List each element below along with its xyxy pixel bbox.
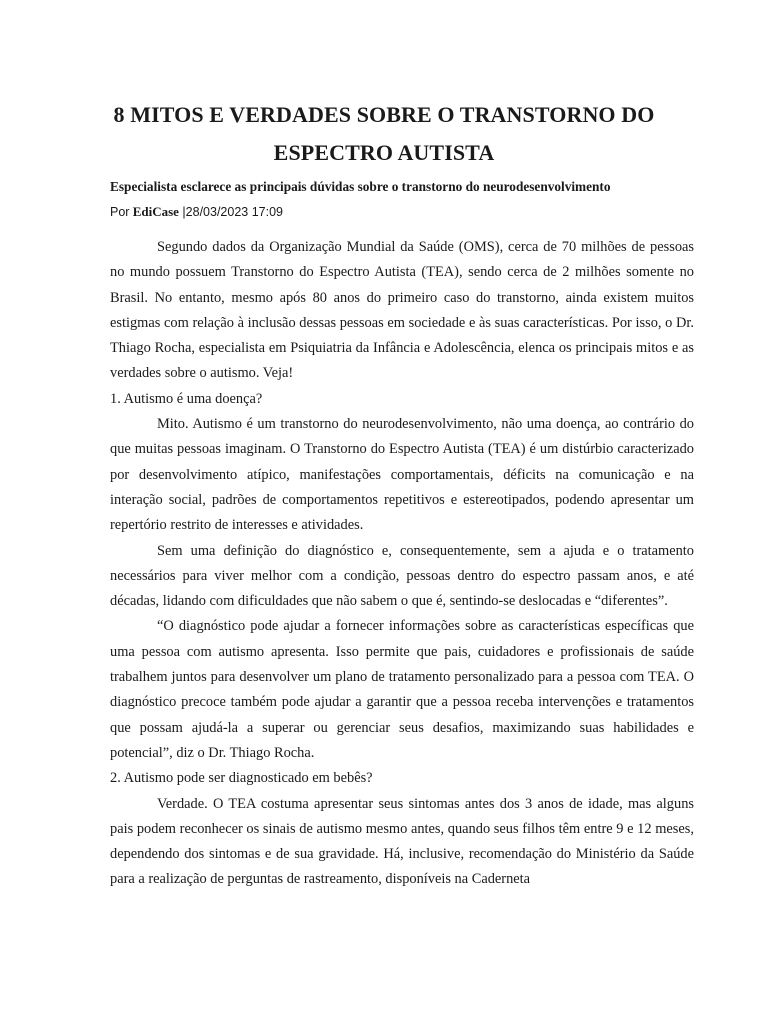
paragraph-quote: “O diagnóstico pode ajudar a fornecer informações sobre as características específicas que uma pessoa com autismo apresenta. Isso permite que pais, cuidadores e profissionais de saúde trabalhem juntos para desenvolver um plano de tratamento personalizado para a pessoa com TEA. O diagnóstico precoce também pode ajudar a garantir que a pessoa receba intervenções e tratamentos que possam ajudá-la a superar ou gerenciar seus desafios, maximizando suas habilidades e potencial”, diz o Dr. Thiago Rocha. bbox=[110, 618, 694, 761]
article-title: 8 MITOS E VERDADES SOBRE O TRANSTORNO DO ESPECTRO AUTISTA bbox=[113, 102, 655, 165]
paragraph-intro: Segundo dados da Organização Mundial da Saúde (OMS), cerca de 70 milhões de pessoas no mundo possuem Transtorno do Espectro Autista (TEA), sendo cerca de 2 milhões somente no Brasil. No entanto, mesmo após 80 anos do primeiro caso do transtorno, ainda existem muitos estigmas com relação à inclusão dessas pessoas em sociedade e às suas características. Por isso, o Dr. Thiago Rocha, especialista em Psiquiatria da Infância e Adolescência, elenca os principais mitos e as verdades sobre o autismo. Veja! bbox=[110, 239, 694, 382]
question-heading-2: 2. Autismo pode ser diagnosticado em bebês? bbox=[110, 770, 373, 787]
byline-author: EdiCase bbox=[132, 204, 179, 219]
byline-prefix: Por bbox=[110, 205, 130, 219]
paragraph-diagnosis: Sem uma definição do diagnóstico e, consequentemente, sem a ajuda e o tratamento necessários para viver melhor com a condição, pessoas dentro do espectro passam anos, e até décadas, lidando com dificuldades que não sabem o que é, sentindo-se deslocadas e “diferentes”. bbox=[110, 542, 694, 610]
article-body bbox=[110, 235, 694, 893]
byline-datetime: 28/03/2023 17:09 bbox=[185, 205, 283, 219]
paragraph-answer-2: Verdade. O TEA costuma apresentar seus sintomas antes dos 3 anos de idade, mas alguns pais podem reconhecer os sinais de autismo mesmo antes, quando seus filhos têm entre 9 e 12 meses, dependendo dos sintomas e de sua gravidade. Há, inclusive, recomendação do Ministério da Saúde para a realização de perguntas de rastreamento, disponíveis na Caderneta bbox=[110, 795, 694, 888]
paragraph-answer-1: Mito. Autismo é um transtorno do neurodesenvolvimento, não uma doença, ao contrário do que muitas pessoas imaginam. O Transtorno do Espectro Autista (TEA) é um distúrbio caracterizado por desenvolvimento atípico, manifestações comportamentais, déficits na comunicação e na interação social, padrões de comportamentos repetitivos e estereotipados, podendo apresentar um repertório restrito de interesses e atividades. bbox=[110, 416, 694, 534]
article-byline bbox=[110, 202, 283, 222]
byline-separator: | bbox=[178, 205, 186, 219]
article-subtitle: Especialista esclarece as principais dúvidas sobre o transtorno do neurodesenvolvimento bbox=[110, 179, 611, 194]
question-heading-1: 1. Autismo é uma doença? bbox=[110, 390, 263, 407]
